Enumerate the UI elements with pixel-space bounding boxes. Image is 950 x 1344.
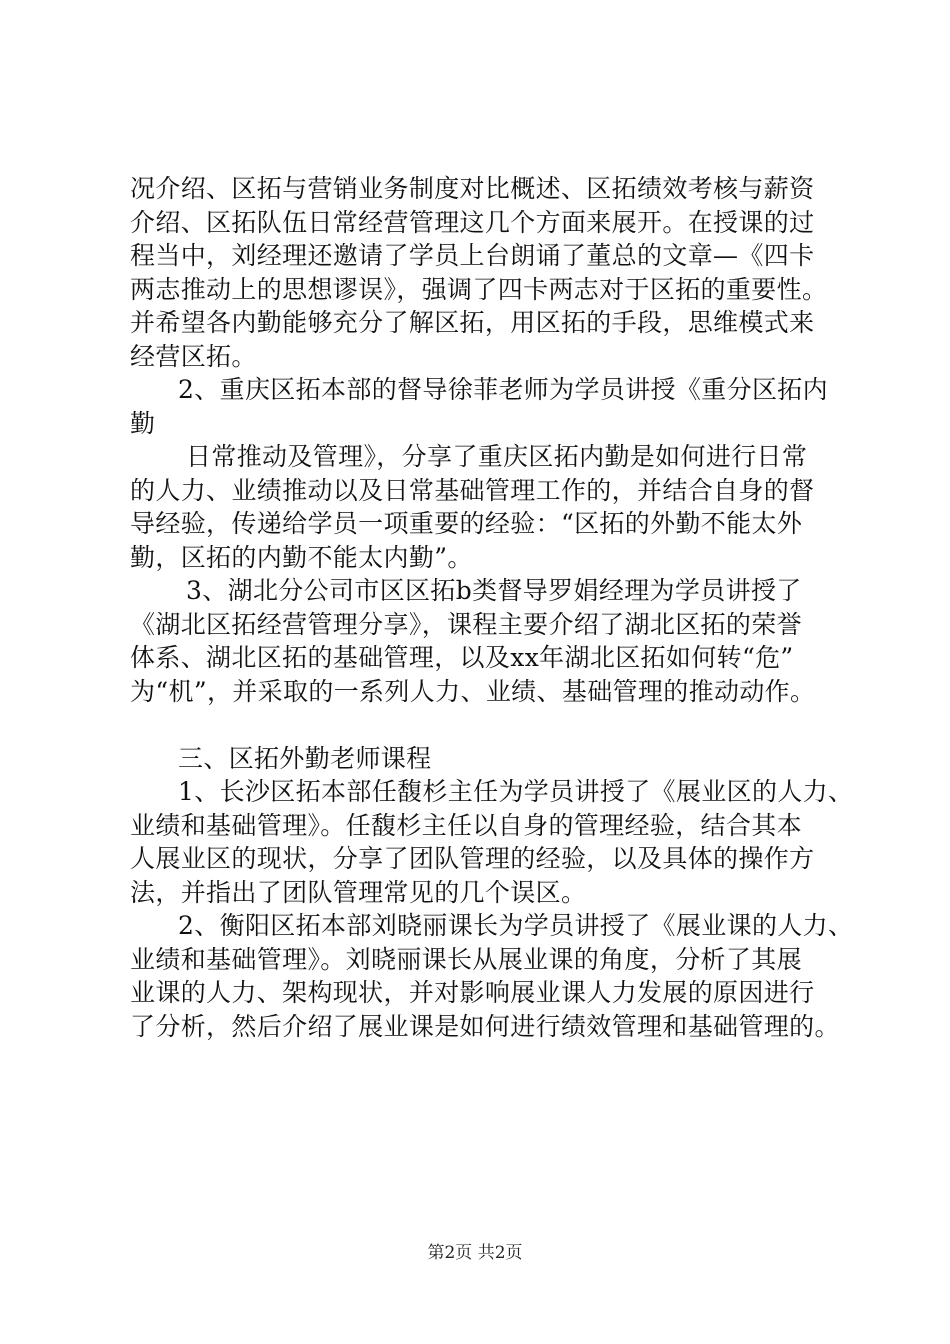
page-number-label: 第2页 共2页 xyxy=(427,1243,523,1263)
text-line: 两志推动上的思想谬误》，强调了四卡两志对于区拓的重要性。 xyxy=(130,274,828,304)
text-line: 日常推动及管理》，分享了重庆区拓内勤是如何进行日常 xyxy=(186,442,808,471)
paragraph-section3-item-1 xyxy=(130,775,854,909)
paragraph-section3-item-2 xyxy=(130,909,854,1043)
text-line: 况介绍、区拓与营销业务制度对比概述、区拓绩效考核与薪资 xyxy=(130,174,815,203)
text-line: 经营区拓。 xyxy=(130,341,257,371)
text-line: 业课的人力、架构现状，并对影响展业课人力发展的原因进行 xyxy=(130,978,815,1007)
document-body xyxy=(130,172,854,1043)
paragraph-course-overview xyxy=(130,172,840,373)
text-line: 导经验，传递给学员一项重要的经验：“区拓的外勤不能太外 xyxy=(130,509,803,538)
text-line: 了分析，然后介绍了展业课是如何进行绩效管理和基础管理的。 xyxy=(130,1011,840,1041)
text-line: 2、衡阳区拓本部刘晓丽课长为学员讲授了《展业课的人力、 xyxy=(178,911,854,940)
paragraph-item-2-continued xyxy=(130,440,840,574)
text-line: 业绩和基础管理》。任馥杉主任以自身的管理经验，结合其本 xyxy=(130,810,802,840)
text-line: 《湖北区拓经营管理分享》，课程主要介绍了湖北区拓的荣誉 xyxy=(130,609,802,639)
text-line: 1、长沙区拓本部任馥杉主任为学员讲授了《展业区的人力、 xyxy=(178,777,854,806)
paragraph-item-2 xyxy=(130,373,840,440)
text-line: 勤，区拓的内勤不能太内勤”。 xyxy=(130,542,473,572)
text-line: 并希望各内勤能够充分了解区拓，用区拓的手段，思维模式来 xyxy=(130,308,815,337)
page-footer xyxy=(0,1242,950,1264)
text-line: 法，并指出了团队管理常见的几个误区。 xyxy=(130,877,587,907)
text-line: 体系、湖北区拓的基础管理，以及xx年湖北区拓如何转“危” xyxy=(130,643,794,672)
text-line: 的人力、业绩推动以及日常基础管理工作的，并结合自身的督 xyxy=(130,475,815,505)
text-line: 业绩和基础管理》。刘晓丽课长从展业课的角度，分析了其展 xyxy=(130,944,802,974)
text-line: 3、湖北分公司市区区拓b类督导罗娟经理为学员讲授了 xyxy=(186,576,802,605)
text-line: 2、重庆区拓本部的督导徐菲老师为学员讲授《重分区拓内 xyxy=(178,375,829,404)
text-line: 程当中，刘经理还邀请了学员上台朗诵了董总的文章—《四卡 xyxy=(130,241,815,270)
text-line: 人展业区的现状，分享了团队管理的经验，以及具体的操作方 xyxy=(130,844,815,873)
section-heading: 三、区拓外勤老师课程 xyxy=(178,743,432,773)
text-line: 勤 xyxy=(130,408,156,438)
paragraph-gap xyxy=(130,708,840,742)
text-line: 介绍、区拓队伍日常经营管理这几个方面来展开。在授课的过 xyxy=(130,207,815,237)
text-line: 为“机”，并采取的一系列人力、业绩、基础管理的推动动作。 xyxy=(130,676,816,706)
paragraph-item-3 xyxy=(130,574,840,708)
